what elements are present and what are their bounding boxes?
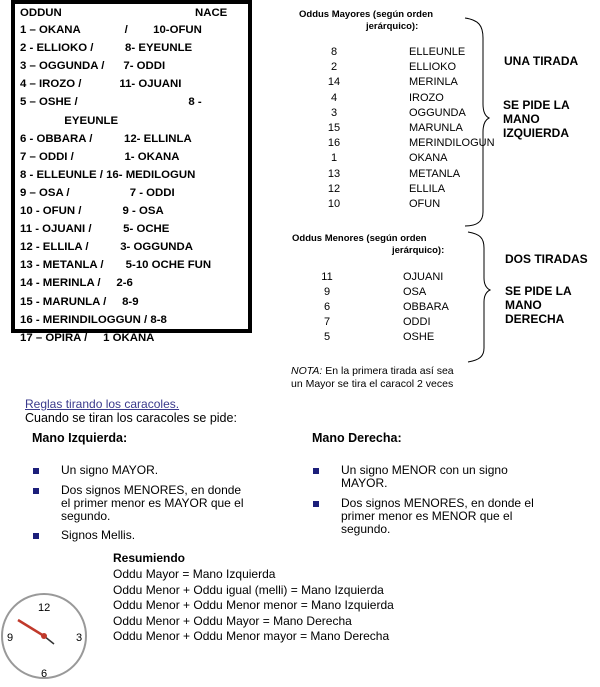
oddun-row: 10 - OFUN / 9 - OSA	[20, 205, 164, 217]
header-oddun: ODDUN	[20, 7, 62, 19]
mayor-number: 3	[330, 106, 338, 119]
mayor-number: 15	[327, 122, 341, 134]
mayores-pide-3: IZQUIERDA	[503, 126, 569, 140]
list-item-line: Dos signos MENORES, en donde	[61, 483, 242, 497]
list-item-line: Un signo MAYOR.	[61, 463, 159, 477]
oddun-row: 6 - OBBARA / 12- ELLINLA	[20, 132, 192, 145]
mayor-number: 13	[327, 167, 341, 180]
oddun-row: 5 – OSHE / 8 -	[20, 96, 202, 109]
oddun-row: 16 - MERINDILOGGUN / 8-8	[20, 313, 167, 326]
bullet-icon	[33, 488, 39, 494]
bullet-icon	[313, 501, 319, 507]
menor-number: 5	[323, 331, 331, 343]
oddun-row: 9 – OSA / 7 - ODDI	[20, 186, 175, 199]
resumen-title: Resumiendo	[113, 551, 186, 565]
clock-6: 6	[41, 668, 48, 680]
list-item-line: Un signo MENOR con un signo	[341, 463, 508, 477]
resumen-line: Oddu Menor + Oddu igual (melli) = Mano Izquierda	[113, 582, 384, 597]
oddun-row: 15 - MARUNLA / 8-9	[20, 295, 139, 308]
list-item-line: segundo.	[61, 509, 111, 523]
mayores-title: Oddus Mayores (según orden	[299, 9, 434, 20]
mayor-number: 16	[327, 137, 341, 150]
resumen-line: Oddu Menor + Oddu Mayor = Mano Derecha	[113, 613, 352, 628]
oddun-row: 2 - ELLIOKO / 8- EYEUNLE	[20, 42, 193, 55]
menor-number: 9	[323, 286, 331, 298]
clock-9: 9	[7, 632, 14, 644]
bullet-icon	[33, 468, 39, 474]
menores-pide-3: DERECHA	[505, 312, 565, 326]
mayor-number: 2	[330, 61, 338, 74]
mayor-name: ELLIOKO	[409, 61, 457, 74]
mayor-name: METANLA	[409, 167, 461, 180]
list-item-line: el primer menor es MAYOR que el	[61, 496, 244, 510]
menores-pide-1: SE PIDE LA	[505, 284, 572, 298]
nota-line-2: un Mayor se tira el caracol 2 veces	[291, 378, 454, 390]
mayores-brace	[463, 16, 493, 228]
nota-line-1	[291, 365, 454, 377]
oddun-row: 4 – IROZO / 11- OJUANI	[20, 78, 182, 91]
una-tirada-label: UNA TIRADA	[504, 54, 579, 68]
nota-text-1: En la primera tirada así sea	[322, 365, 454, 377]
mayor-name: ELLEUNLE	[409, 46, 466, 58]
oddun-row: 12 - ELLILA / 3- OGGUNDA	[20, 241, 193, 254]
oddun-row: 17 – OPIRA / 1 OKANA	[20, 331, 155, 344]
mayor-number: 8	[330, 46, 338, 58]
oddun-row: 11 - OJUANI / 5- OCHE	[20, 223, 170, 236]
menor-number: 11	[321, 271, 333, 283]
menor-name: OSA	[403, 286, 427, 298]
menor-name: ODDI	[403, 316, 431, 328]
mayores-pide-1: SE PIDE LA	[503, 98, 570, 112]
list-item-line: primer menor es MENOR que el	[341, 509, 513, 523]
mayor-name: MERINLA	[409, 76, 458, 89]
resumen-line: Oddu Menor + Oddu Menor menor = Mano Izquierda	[113, 598, 394, 612]
mayor-name: OFUN	[409, 198, 441, 210]
mano-derecha-heading: Mano Derecha:	[312, 431, 402, 445]
list-item-line: Signos Mellis.	[61, 528, 136, 542]
mayor-number: 14	[327, 76, 341, 89]
menor-name: OJUANI	[403, 271, 444, 283]
reglas-intro: Cuando se tiran los caracoles se pide:	[25, 411, 237, 425]
list-item-line: MAYOR.	[341, 476, 388, 490]
list-item-line: Dos signos MENORES, en donde el	[341, 496, 534, 510]
menor-number: 6	[323, 301, 331, 313]
mayor-number: 10	[327, 198, 341, 210]
mayor-number: 1	[330, 152, 338, 165]
list-item-line: segundo.	[341, 522, 391, 536]
mayor-name: ELLILA	[409, 182, 446, 195]
oddun-row: 1 – OKANA / 10-OFUN	[20, 24, 202, 36]
menor-name: OBBARA	[403, 301, 449, 313]
mayor-name: MARUNLA	[409, 122, 463, 134]
clock-12: 12	[38, 602, 51, 614]
mayor-name: OGGUNDA	[409, 106, 466, 119]
resumen-line: Oddu Mayor = Mano Izquierda	[113, 567, 276, 581]
menores-pide-2: MANO	[505, 298, 542, 312]
mayor-name: MERINDILOGUN	[409, 137, 495, 150]
bullet-icon	[33, 533, 39, 539]
dos-tiradas-label: DOS TIRADAS	[505, 252, 588, 266]
resumen-line: Oddu Menor + Oddu Menor mayor = Mano Derecha	[113, 629, 390, 643]
header-nace: NACE	[195, 7, 228, 19]
nota-prefix: NOTA:	[291, 365, 323, 377]
mayor-number: 12	[327, 182, 341, 195]
menor-number: 7	[323, 316, 331, 328]
oddun-row: EYEUNLE	[20, 114, 119, 127]
oddun-row: 14 - MERINLA / 2-6	[20, 277, 133, 290]
mayor-name: IROZO	[409, 91, 444, 104]
oddun-nace-table	[11, 0, 252, 344]
oddun-row: 8 - ELLEUNLE / 16- MEDILOGUN	[20, 168, 196, 181]
menores-title-2: jerárquico):	[392, 245, 445, 256]
oddun-row: 13 - METANLA / 5-10 OCHE FUN	[20, 259, 212, 272]
menores-title: Oddus Menores (según orden	[292, 233, 427, 244]
reglas-link[interactable]: Reglas tirando los caracoles.	[25, 397, 180, 411]
mano-izquierda-heading: Mano Izquierda:	[32, 431, 128, 445]
clock-3: 3	[76, 632, 83, 644]
mayor-name: OKANA	[409, 152, 448, 165]
menor-name: OSHE	[403, 331, 435, 343]
bullet-icon	[313, 468, 319, 474]
mayores-pide-2: MANO	[503, 112, 540, 126]
mayores-title-2: jerárquico):	[366, 21, 419, 32]
oddun-row: 3 – OGGUNDA / 7- ODDI	[20, 60, 166, 73]
oddun-row: 7 – ODDI / 1- OKANA	[20, 150, 180, 163]
mayor-number: 4	[330, 91, 338, 104]
menores-brace	[466, 230, 496, 364]
clock-icon	[0, 592, 90, 682]
